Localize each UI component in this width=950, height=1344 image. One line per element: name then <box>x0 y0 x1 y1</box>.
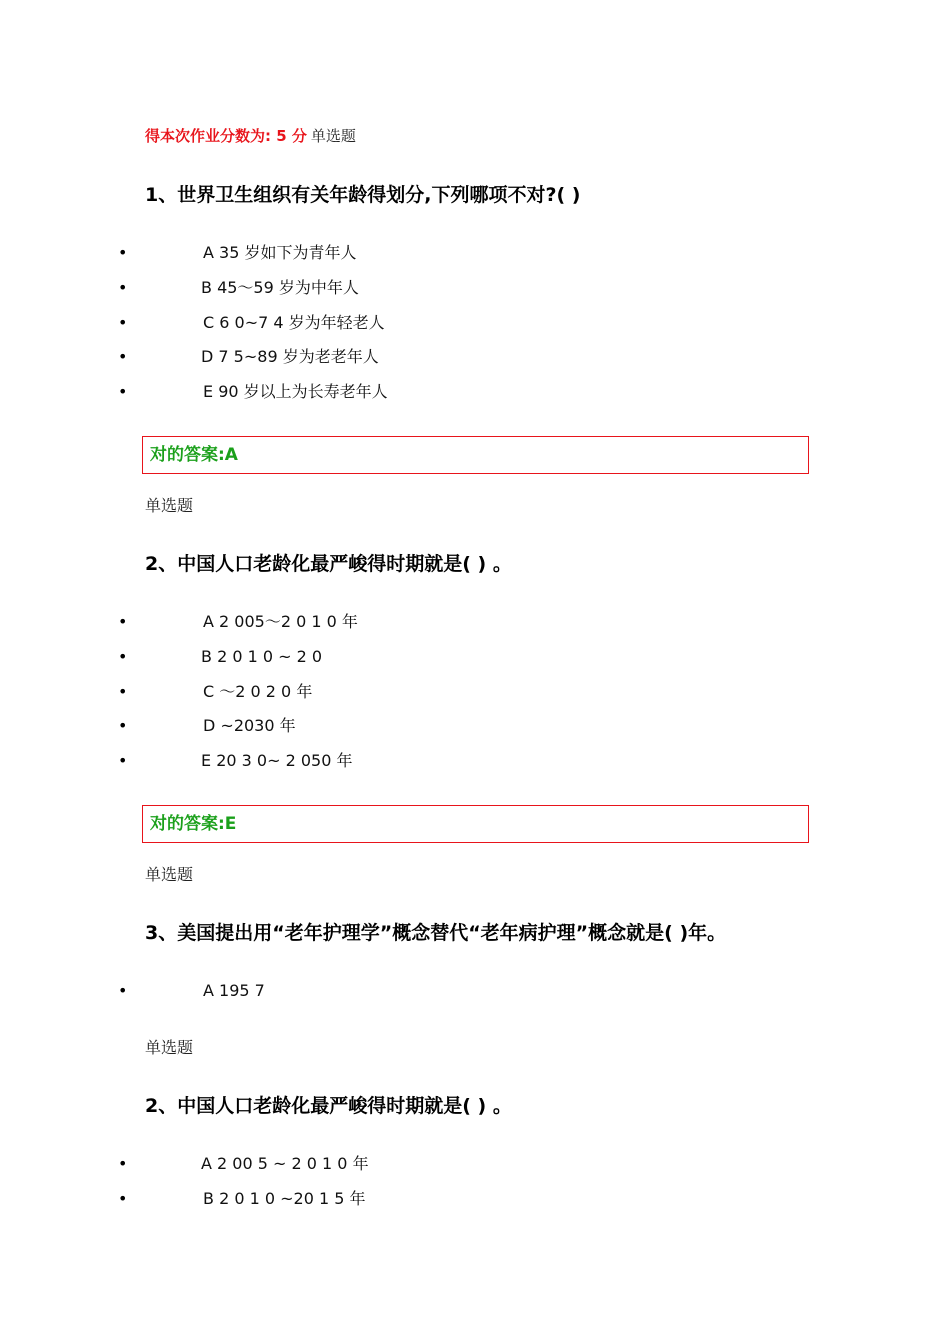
bullet-icon: • <box>118 716 128 735</box>
bullet-icon: • <box>118 278 128 297</box>
option-e[interactable]: E 90 岁以上为长寿老年人 <box>203 382 388 401</box>
bullet-icon: • <box>118 612 128 631</box>
answer-box <box>142 805 809 843</box>
correct-answer: 对的答案:E <box>150 814 237 834</box>
bullet-icon: • <box>118 1189 128 1208</box>
option-e[interactable]: E 20 3 0~ 2 050 年 <box>201 751 353 770</box>
bullet-icon: • <box>118 243 128 262</box>
question-type-label: 单选题 <box>145 865 194 884</box>
option-a[interactable]: A 195 7 <box>203 981 265 1000</box>
option-a[interactable]: A 2 005～2 0 1 0 年 <box>203 612 358 631</box>
bullet-icon: • <box>118 682 128 701</box>
option-a[interactable]: A 2 00 5 ~ 2 0 1 0 年 <box>201 1154 369 1173</box>
question-title: 1、世界卫生组织有关年龄得划分,下列哪项不对?( ) <box>145 184 581 206</box>
question-type-label: 单选题 <box>310 127 356 145</box>
option-b[interactable]: B 2 0 1 0 ~20 1 5 年 <box>203 1189 366 1208</box>
option-d[interactable]: D ~2030 年 <box>203 716 296 735</box>
bullet-icon: • <box>118 382 128 401</box>
bullet-icon: • <box>118 751 128 770</box>
option-a[interactable]: A 35 岁如下为青年人 <box>203 243 357 262</box>
score-label: 得本次作业分数为: 5 分 <box>145 127 307 145</box>
option-b[interactable]: B 45～59 岁为中年人 <box>201 278 359 297</box>
bullet-icon: • <box>118 347 128 366</box>
bullet-icon: • <box>118 981 128 1000</box>
answer-box <box>142 436 809 474</box>
question-title: 3、美国提出用“老年护理学”概念替代“老年病护理”概念就是( )年。 <box>145 922 727 944</box>
correct-answer: 对的答案:A <box>150 445 238 465</box>
bullet-icon: • <box>118 313 128 332</box>
question-type-label: 单选题 <box>145 496 194 515</box>
option-b[interactable]: B 2 0 1 0 ~ 2 0 <box>201 647 323 666</box>
option-d[interactable]: D 7 5~89 岁为老老年人 <box>201 347 379 366</box>
bullet-icon: • <box>118 1154 128 1173</box>
question-type-label: 单选题 <box>145 1038 194 1057</box>
score-line <box>145 126 356 146</box>
option-c[interactable]: C ～2 0 2 0 年 <box>203 682 313 701</box>
option-c[interactable]: C 6 0~7 4 岁为年轻老人 <box>203 313 385 332</box>
bullet-icon: • <box>118 647 128 666</box>
question-title: 2、中国人口老龄化最严峻得时期就是( ) 。 <box>145 553 512 575</box>
question-title: 2、中国人口老龄化最严峻得时期就是( ) 。 <box>145 1095 512 1117</box>
